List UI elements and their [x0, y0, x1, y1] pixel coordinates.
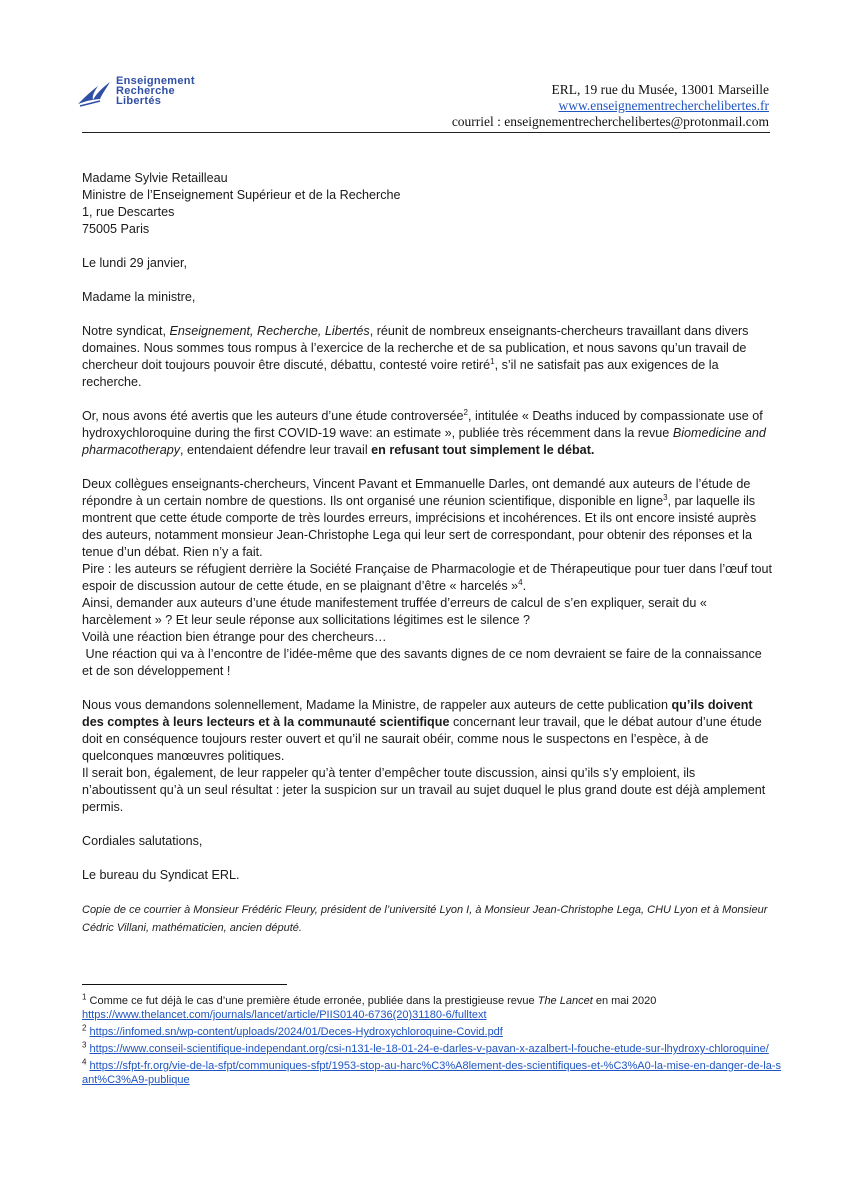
footnote-1: $^1$ Comme ce fut déjà le cas d’une première étude erronée, publiée dans la prestigieuse revue The Lancet en mai 2020 https://www.thelancet.com/journals/lancet/article/PIIS0140-6736(20)31180-6/fulltext [82, 992, 657, 1021]
letterhead-contact [452, 82, 769, 130]
logo-line-1: Enseignement [116, 75, 195, 87]
salutation: Madame la ministre, [82, 290, 196, 304]
paragraph-8: Nous vous demandons solennellement, Madame la Ministre, de rappeler aux auteurs de cette publication qu’ils doivent des comptes à leurs lecteurs et à la communauté scientifique concernant leur travail, que le débat autour d’une étude doit en conséquence toujours rester ouvert et qu’il ne saurait obéir, comme nous le suspectons en l’espèce, à de quelconques manœuvres politiques. [82, 698, 762, 763]
letter-date: Le lundi 29 janvier, [82, 256, 188, 270]
recipient-street: 1, rue Descartes [82, 205, 175, 219]
erl-logo [76, 76, 236, 116]
footnote-ref-2[interactable]: 2 [463, 407, 468, 417]
closing: Cordiales salutations, [82, 834, 203, 848]
recipient-title: Ministre de l’Enseignement Supérieur et de la Recherche [82, 188, 401, 202]
letterhead-email: courriel : enseignementrecherchelibertes@protonmail.com [451, 114, 769, 129]
paragraph-2: Or, nous avons été avertis que les auteurs d’une étude controversée$^2$, intitulée « Deaths induced by compassionate use of hydroxychloroquine during the first COVID-19 wave: an estimate », publiée très récemment dans la revue Biomedicine and pharmacotherapy, entendaient défendre leur travail en refusant tout simplement le débat. [82, 407, 766, 457]
bird-logo-icon [76, 78, 114, 108]
paragraph-9: Il serait bon, également, de leur rappeler qu’à tenter d’empêcher toute discussion, ainsi qu’ils s’y emploient, ils n’aboutissent qu’à un seul résultat : jeter la suspicion sur un travail au sujet duquel le plus grand doute est déjà amplement permis. [82, 766, 766, 814]
footnote-4: $^4$ https://sfpt-fr.org/vie-de-la-sfpt/communiques-sfpt/1953-stop-au-harc%C3%A8lement-des-scientifiques-et-%C3%A0-la-mise-en-danger-de-la-sant%C3%A9-publique [82, 1057, 781, 1086]
footnote-1-link[interactable]: https://www.thelancet.com/journals/lancet/article/PIIS0140-6736(20)31180-6/fulltext [82, 1009, 487, 1021]
paragraph-4: Pire : les auteurs se réfugient derrière la Société Française de Pharmacologie et de Thérapeutique pour tuer dans l’œuf tout espoir de discussion autour de cette étude, en se plaignant d’être « harcelés »$^4$. [82, 562, 773, 593]
footnote-ref-3[interactable]: 3 [663, 492, 668, 502]
footnote-ref-1[interactable]: 1 [490, 356, 495, 366]
footnote-2: $^2$ https://infomed.sn/wp-content/uploads/2024/01/Deces-Hydroxychloroquine-Covid.pdf [82, 1023, 503, 1038]
letter-body [82, 170, 772, 937]
footnote-ref-4[interactable]: 4 [518, 577, 523, 587]
letterhead-address: ERL, 19 rue du Musée, 13001 Marseille [551, 82, 769, 97]
signature: Le bureau du Syndicat ERL. [82, 868, 240, 882]
footnote-3: $^3$ https://www.conseil-scientifique-independant.org/csi-n131-le-18-01-24-e-darles-v-pavan-x-azalbert-l-fouche-etude-sur-lhydroxy-chloroquine/ [82, 1040, 769, 1055]
copy-note: Copie de ce courrier à Monsieur Frédéric Fleury, président de l’université Lyon I, à Monsieur Jean-Christophe Lega, CHU Lyon et à Monsieur Cédric Villani, mathématicien, ancien député. [82, 904, 768, 934]
footnote-divider [82, 984, 287, 985]
logo-line-3: Libertés [116, 95, 162, 107]
paragraph-1: Notre syndicat, Enseignement, Recherche, Libertés, réunit de nombreux enseignants-chercheurs travaillant dans divers domaines. Nous sommes tous rompus à l’exercice de la recherche et de sa publication, et nous savons qu’un travail de chercheur doit toujours pouvoir être discuté, débattu, contesté voire retiré$^1$, s’il ne satisfait pas aux exigences de la recherche. [82, 324, 749, 389]
recipient-city: 75005 Paris [82, 222, 150, 236]
paragraph-7: Une réaction qui va à l’encontre de l’idée-même que des savants dignes de ce nom devraient se faire de la connaissance et de son développement ! [82, 647, 766, 678]
paragraph-3: Deux collègues enseignants-chercheurs, Vincent Pavant et Emmanuelle Darles, ont demandé aux auteurs de l’étude de répondre à un certain nombre de questions. Ils ont organisé une réunion scientifique, disponible en ligne$^3$, par laquelle ils montrent que cette étude comporte de très lourdes erreurs, imprécisions et incohérences. Et ils ont encore insisté auprès des auteurs, notamment monsieur Jean-Christophe Lega qui leur sert de correspondant, pour obtenir des réponses et la tenue d’un débat. Rien n’y a fait. [82, 477, 757, 559]
footnote-3-link[interactable]: https://www.conseil-scientifique-independant.org/csi-n131-le-18-01-24-e-darles-v-pavan-x-azalbert-l-fouche-etude-sur-lhydroxy-chloroquine/ [89, 1043, 769, 1055]
footnote-4-link[interactable]: https://sfpt-fr.org/vie-de-la-sfpt/communiques-sfpt/1953-stop-au-harc%C3%A8lement-des-scientifiques-et-%C3%A0-la-mise-en-danger-de-la-sant%C3%A9-publique [82, 1060, 781, 1086]
header-divider [82, 132, 770, 133]
footnote-2-link[interactable]: https://infomed.sn/wp-content/uploads/2024/01/Deces-Hydroxychloroquine-Covid.pdf [89, 1026, 503, 1038]
footnotes [82, 994, 782, 1090]
logo-line-2: Recherche [116, 85, 175, 97]
paragraph-6: Voilà une réaction bien étrange pour des chercheurs… [82, 630, 387, 644]
recipient-name: Madame Sylvie Retailleau [82, 171, 228, 185]
website-link[interactable]: www.enseignementrecherchelibertes.fr [558, 98, 769, 113]
paragraph-5: Ainsi, demander aux auteurs d’une étude manifestement truffée d’erreurs de calcul de s’en expliquer, serait du « harcèlement » ? Et leur seule réponse aux sollicitations légitimes est le silence ? [82, 596, 707, 627]
